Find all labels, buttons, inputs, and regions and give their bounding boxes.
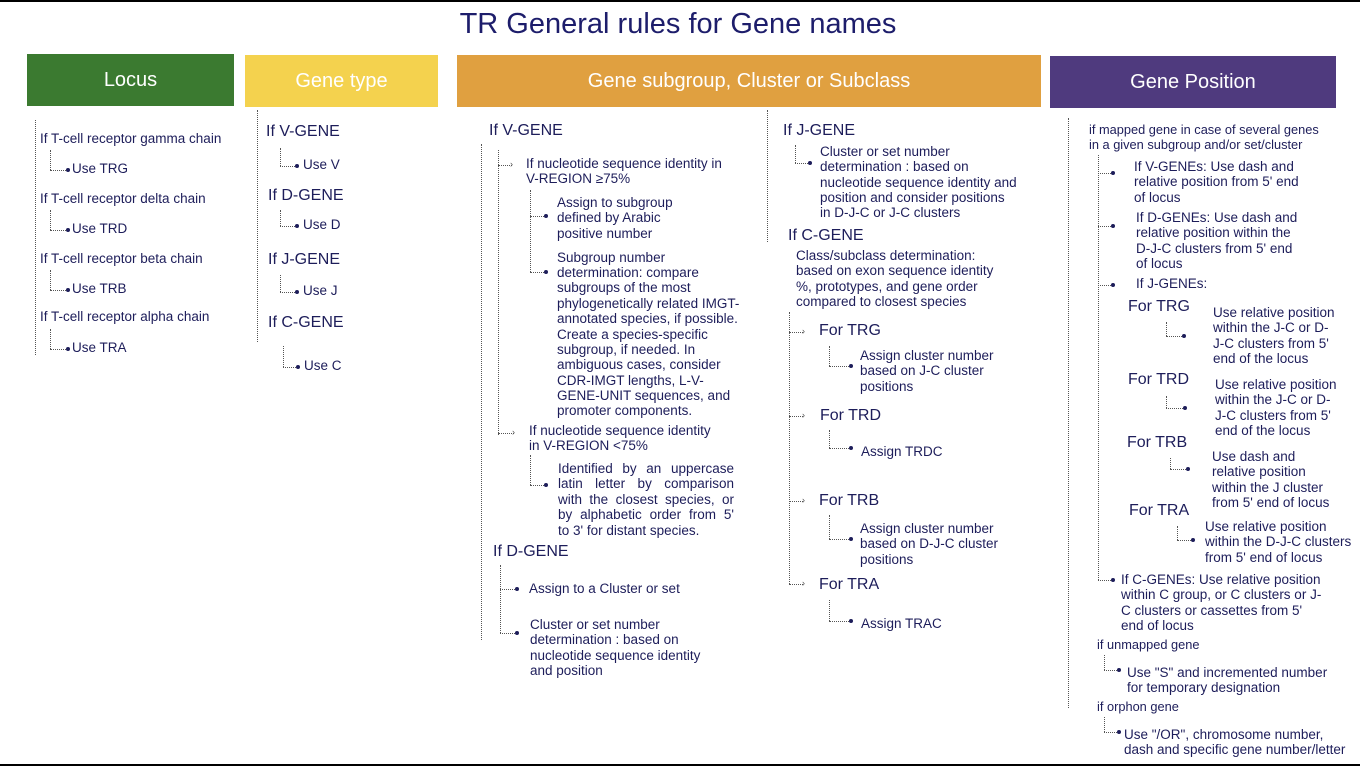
bullet-dot: [295, 164, 299, 168]
connector: [829, 346, 830, 366]
position-use-or-2: dash and specific gene number/letter: [1124, 742, 1346, 757]
connector: [1104, 655, 1105, 670]
bullet-dot: [1111, 224, 1115, 228]
subgroup-identified-2: latin letter by comparison: [558, 476, 734, 492]
position-c-genes-2: within C group, or C clusters or J-: [1121, 587, 1322, 602]
position-c-genes-1: If C-GENEs: Use relative position: [1121, 572, 1321, 587]
connector: [50, 270, 51, 290]
connector: [829, 448, 849, 449]
connector: [1166, 322, 1167, 336]
subgroup-det-8: ambiguous cases, consider: [557, 357, 721, 372]
subgroup-identified-3: with the closest species, or: [558, 491, 734, 507]
connector: [498, 150, 499, 435]
subgroup-det-10: GENE-UNIT sequences, and: [557, 388, 731, 403]
bullet-dot: [1191, 538, 1195, 542]
position-orphan: if orphon gene: [1097, 699, 1179, 714]
position-tra-text-2: within the D-J-C clusters: [1205, 534, 1352, 549]
bullet-dot: [1111, 578, 1115, 582]
bottom-border: [0, 764, 1360, 766]
subgroup-identified-1: Identified by an uppercase: [558, 461, 734, 476]
connector: [789, 416, 803, 417]
connector: [1104, 670, 1117, 671]
position-d-genes-2: relative position within the: [1136, 225, 1291, 240]
position-for-trb: For TRB: [1127, 434, 1188, 451]
connector: [500, 633, 515, 634]
subgroup-det-4: phylogenetically related IMGT-: [557, 296, 740, 311]
subgroup-cluster-det-4: and position: [530, 663, 603, 678]
position-c-genes-4: end of locus: [1121, 618, 1194, 633]
bullet-dot: [66, 228, 70, 232]
subgroup-det-5: annotated species, if possible.: [557, 311, 738, 326]
connector: [1166, 396, 1167, 408]
position-use-s-2: for temporary designation: [1127, 680, 1281, 695]
connector: [50, 170, 66, 171]
connector: [280, 210, 281, 226]
connector: [789, 312, 790, 584]
connector: [829, 430, 830, 448]
subgroup-j-cluster-3: nucleotide sequence identity and: [820, 175, 1017, 190]
connector: [1104, 717, 1105, 732]
subgroup-det-7: subgroup, if needed. In: [557, 342, 696, 357]
connector: [829, 600, 830, 621]
position-c-genes-3: C clusters or cassettes from 5': [1121, 603, 1303, 618]
bullet-dot: [808, 161, 812, 165]
arrow-icon: ›: [512, 427, 515, 437]
top-border: [0, 0, 1360, 2]
subgroup-d-gene: If D-GENE: [493, 543, 569, 560]
subgroup-trb-text-1: Assign cluster number: [860, 521, 994, 536]
position-for-tra: For TRA: [1129, 502, 1190, 519]
connector: [1098, 285, 1111, 286]
subgroup-c-class-3: %, prototypes, and gene order: [796, 279, 978, 294]
position-j-genes: If J-GENEs:: [1136, 276, 1208, 291]
position-trg-text-4: end of the locus: [1213, 351, 1309, 366]
subgroup-for-trb: For TRB: [819, 492, 880, 509]
connector: [1098, 580, 1111, 581]
arrow-icon: ›: [802, 410, 805, 420]
bullet-dot: [296, 365, 300, 369]
subgroup-identified-5: to 3' for distant species.: [558, 522, 700, 538]
subgroup-j-cluster-2: determination : based on: [820, 159, 969, 174]
position-d-genes-3: D-J-C clusters from 5' end: [1136, 241, 1293, 256]
connector: [795, 145, 796, 163]
position-mapped-2: in a given subgroup and/or set/cluster: [1089, 137, 1303, 152]
position-v-genes-3: of locus: [1134, 190, 1181, 205]
locus-use-tra: Use TRA: [72, 340, 127, 355]
subgroup-j-cluster-5: in D-J-C or J-C clusters: [820, 205, 961, 220]
bullet-dot: [1182, 334, 1186, 338]
position-trg-text-2: within the J-C or D-: [1213, 320, 1329, 335]
connector: [789, 501, 803, 502]
connector: [1166, 336, 1182, 337]
position-trg-text-1: Use relative position: [1213, 305, 1335, 320]
subgroup-cluster-det-1: Cluster or set number: [530, 617, 660, 632]
subgroup-det-6: Create a species-specific: [557, 327, 708, 342]
gene-type-use-d: Use D: [303, 217, 341, 232]
subgroup-assign-cluster: Assign to a Cluster or set: [529, 581, 680, 596]
subgroup-j-cluster-1: Cluster or set number: [820, 144, 950, 159]
bullet-dot: [66, 168, 70, 172]
connector: [530, 485, 544, 486]
connector: [50, 210, 51, 230]
connector: [500, 589, 515, 590]
subgroup-j-gene: If J-GENE: [783, 122, 856, 139]
locus-connector: [35, 120, 36, 355]
bullet-dot: [1111, 283, 1115, 287]
connector: [1166, 408, 1183, 409]
connector: [280, 292, 295, 293]
position-mapped-1: if mapped gene in case of several genes: [1089, 122, 1319, 137]
subgroup-lt75-2: in V-REGION <75%: [529, 438, 648, 453]
subgroup-trb-text-2: based on D-J-C cluster: [860, 536, 999, 551]
bullet-dot: [66, 288, 70, 292]
subgroup-det-9: CDR-IMGT lengths, L-V-: [557, 373, 704, 388]
position-d-genes-1: If D-GENEs: Use dash and: [1136, 210, 1298, 225]
position-trb-text-1: Use dash and: [1212, 449, 1296, 464]
gene-type-c: If C-GENE: [268, 314, 344, 331]
bullet-dot: [849, 537, 853, 541]
connector: [50, 150, 51, 170]
position-trd-text-4: end of the locus: [1215, 423, 1311, 438]
subgroup-det-1: Subgroup number: [557, 250, 666, 265]
position-d-genes-4: of locus: [1136, 256, 1183, 271]
position-trd-text-1: Use relative position: [1215, 377, 1337, 392]
position-use-or-1: Use "/OR", chromosome number,: [1124, 727, 1324, 742]
connector: [1098, 173, 1111, 174]
subgroup-trb-text-3: positions: [860, 552, 914, 567]
bullet-dot: [849, 619, 853, 623]
position-v-genes-2: relative position from 5' end: [1134, 174, 1299, 189]
arrow-icon: ›: [802, 578, 805, 588]
subgroup-assign-2: defined by Arabic: [557, 210, 661, 225]
position-trg-text-3: J-C clusters from 5': [1213, 336, 1329, 351]
connector: [280, 226, 295, 227]
subgroup-assign-3: positive number: [557, 226, 653, 241]
connector: [795, 163, 808, 164]
bullet-dot: [295, 290, 299, 294]
connector: [50, 230, 66, 231]
connector: [280, 148, 281, 166]
locus-delta: If T-cell receptor delta chain: [40, 191, 206, 206]
position-for-trg: For TRG: [1128, 298, 1190, 315]
subgroup-j-cluster-4: position and consider positions: [820, 190, 1005, 205]
locus-use-trb: Use TRB: [72, 281, 127, 296]
position-trb-text-3: within the J cluster: [1212, 480, 1324, 495]
position-trd-text-3: J-C clusters from 5': [1215, 408, 1331, 423]
bullet-dot: [1117, 668, 1121, 672]
position-trd-text-2: within the J-C or D-: [1215, 392, 1331, 407]
subgroup-identified: [558, 461, 734, 538]
locus-use-trg: Use TRG: [72, 161, 129, 176]
arrow-icon: ›: [510, 159, 513, 169]
connector: [1104, 732, 1117, 733]
gene-type-v: If V-GENE: [266, 123, 340, 140]
connector: [789, 584, 803, 585]
connector: [283, 367, 296, 368]
connector: [530, 216, 544, 217]
connector: [530, 272, 544, 273]
subgroup-v-connector: [481, 144, 482, 640]
connector: [829, 366, 849, 367]
arrow-icon: ›: [802, 326, 805, 336]
subgroup-for-tra: For TRA: [819, 576, 880, 593]
bullet-dot: [515, 631, 519, 635]
connector: [1170, 469, 1186, 470]
bullet-dot: [849, 446, 853, 450]
locus-alpha: If T-cell receptor alpha chain: [40, 309, 210, 324]
subgroup-tra-text: Assign TRAC: [861, 616, 942, 631]
connector: [280, 275, 281, 292]
position-unmapped: if unmapped gene: [1097, 637, 1200, 652]
position-trb-text-2: relative position: [1212, 464, 1306, 479]
position-v-genes-1: If V-GENEs: Use dash and: [1134, 159, 1294, 174]
connector: [1098, 155, 1099, 580]
connector: [829, 621, 849, 622]
header-locus: Locus: [27, 54, 234, 106]
subgroup-c-class-4: compared to closest species: [796, 294, 967, 309]
bullet-dot: [849, 364, 853, 368]
connector: [1177, 526, 1178, 540]
position-tra-text-3: from 5' end of locus: [1205, 550, 1323, 565]
subgroup-trd-text: Assign TRDC: [861, 444, 943, 459]
subgroup-det-11: promoter components.: [557, 403, 693, 418]
locus-use-trd: Use TRD: [72, 221, 128, 236]
bullet-dot: [1117, 730, 1121, 734]
connector: [50, 349, 66, 350]
connector: [1170, 458, 1171, 469]
page-title: TR General rules for Gene names: [459, 8, 897, 40]
connector: [530, 455, 531, 485]
gene-type-j: If J-GENE: [268, 251, 341, 268]
locus-beta: If T-cell receptor beta chain: [40, 251, 203, 266]
subgroup-v-gene: If V-GENE: [489, 122, 563, 139]
bullet-dot: [544, 483, 548, 487]
gene-type-use-j: Use J: [303, 283, 338, 298]
connector: [283, 346, 284, 367]
connector: [829, 539, 849, 540]
header-gene-position: Gene Position: [1050, 56, 1336, 108]
subgroup-trg-text-1: Assign cluster number: [860, 348, 994, 363]
locus-gamma: If T-cell receptor gamma chain: [40, 131, 222, 146]
connector: [500, 565, 501, 633]
position-for-trd: For TRD: [1128, 371, 1190, 388]
subgroup-j-separator: [767, 110, 768, 242]
position-tra-text-1: Use relative position: [1205, 519, 1327, 534]
gene-type-use-v: Use V: [303, 157, 340, 172]
connector: [829, 515, 830, 539]
connector: [280, 166, 295, 167]
bullet-dot: [544, 214, 548, 218]
subgroup-c-gene: If C-GENE: [788, 227, 864, 244]
subgroup-c-class-2: based on exon sequence identity: [796, 263, 994, 278]
subgroup-ge75-2: V-REGION ≥75%: [526, 171, 631, 186]
connector: [1098, 226, 1111, 227]
subgroup-assign-1: Assign to subgroup: [557, 195, 673, 210]
header-gene-type: Gene type: [245, 55, 438, 107]
subgroup-ge75-1: If nucleotide sequence identity in: [526, 156, 722, 171]
gene-type-use-c: Use C: [304, 358, 342, 373]
bullet-dot: [295, 224, 299, 228]
connector: [789, 332, 803, 333]
bullet-dot: [1183, 406, 1187, 410]
bullet-dot: [66, 347, 70, 351]
arrow-icon: ›: [802, 495, 805, 505]
subgroup-cluster-det-2: determination : based on: [530, 632, 679, 647]
subgroup-c-class-1: Class/subclass determination:: [796, 248, 976, 263]
subgroup-lt75-1: If nucleotide sequence identity: [529, 423, 711, 438]
bullet-dot: [1186, 467, 1190, 471]
position-separator: [1068, 118, 1069, 708]
subgroup-identified-4: by alphabetic order from 5': [558, 507, 734, 523]
connector: [1177, 540, 1191, 541]
subgroup-trg-text-2: based on J-C cluster: [860, 363, 984, 378]
bullet-dot: [1111, 171, 1115, 175]
gene-type-d: If D-GENE: [268, 187, 344, 204]
header-subgroup: Gene subgroup, Cluster or Subclass: [457, 55, 1041, 107]
position-use-s-1: Use "S" and incremented number: [1127, 665, 1328, 680]
bullet-dot: [544, 270, 548, 274]
connector: [50, 329, 51, 349]
position-trb-text-4: from 5' end of locus: [1212, 495, 1330, 510]
gene-type-connector: [257, 110, 258, 342]
bullet-dot: [515, 587, 519, 591]
subgroup-for-trg: For TRG: [819, 322, 881, 339]
connector: [530, 190, 531, 272]
subgroup-cluster-det-3: nucleotide sequence identity: [530, 648, 701, 663]
subgroup-det-2: determination: compare: [557, 265, 699, 280]
subgroup-det-3: subgroups of the most: [557, 280, 691, 295]
subgroup-for-trd: For TRD: [820, 407, 882, 424]
subgroup-trg-text-3: positions: [860, 379, 914, 394]
connector: [50, 290, 66, 291]
